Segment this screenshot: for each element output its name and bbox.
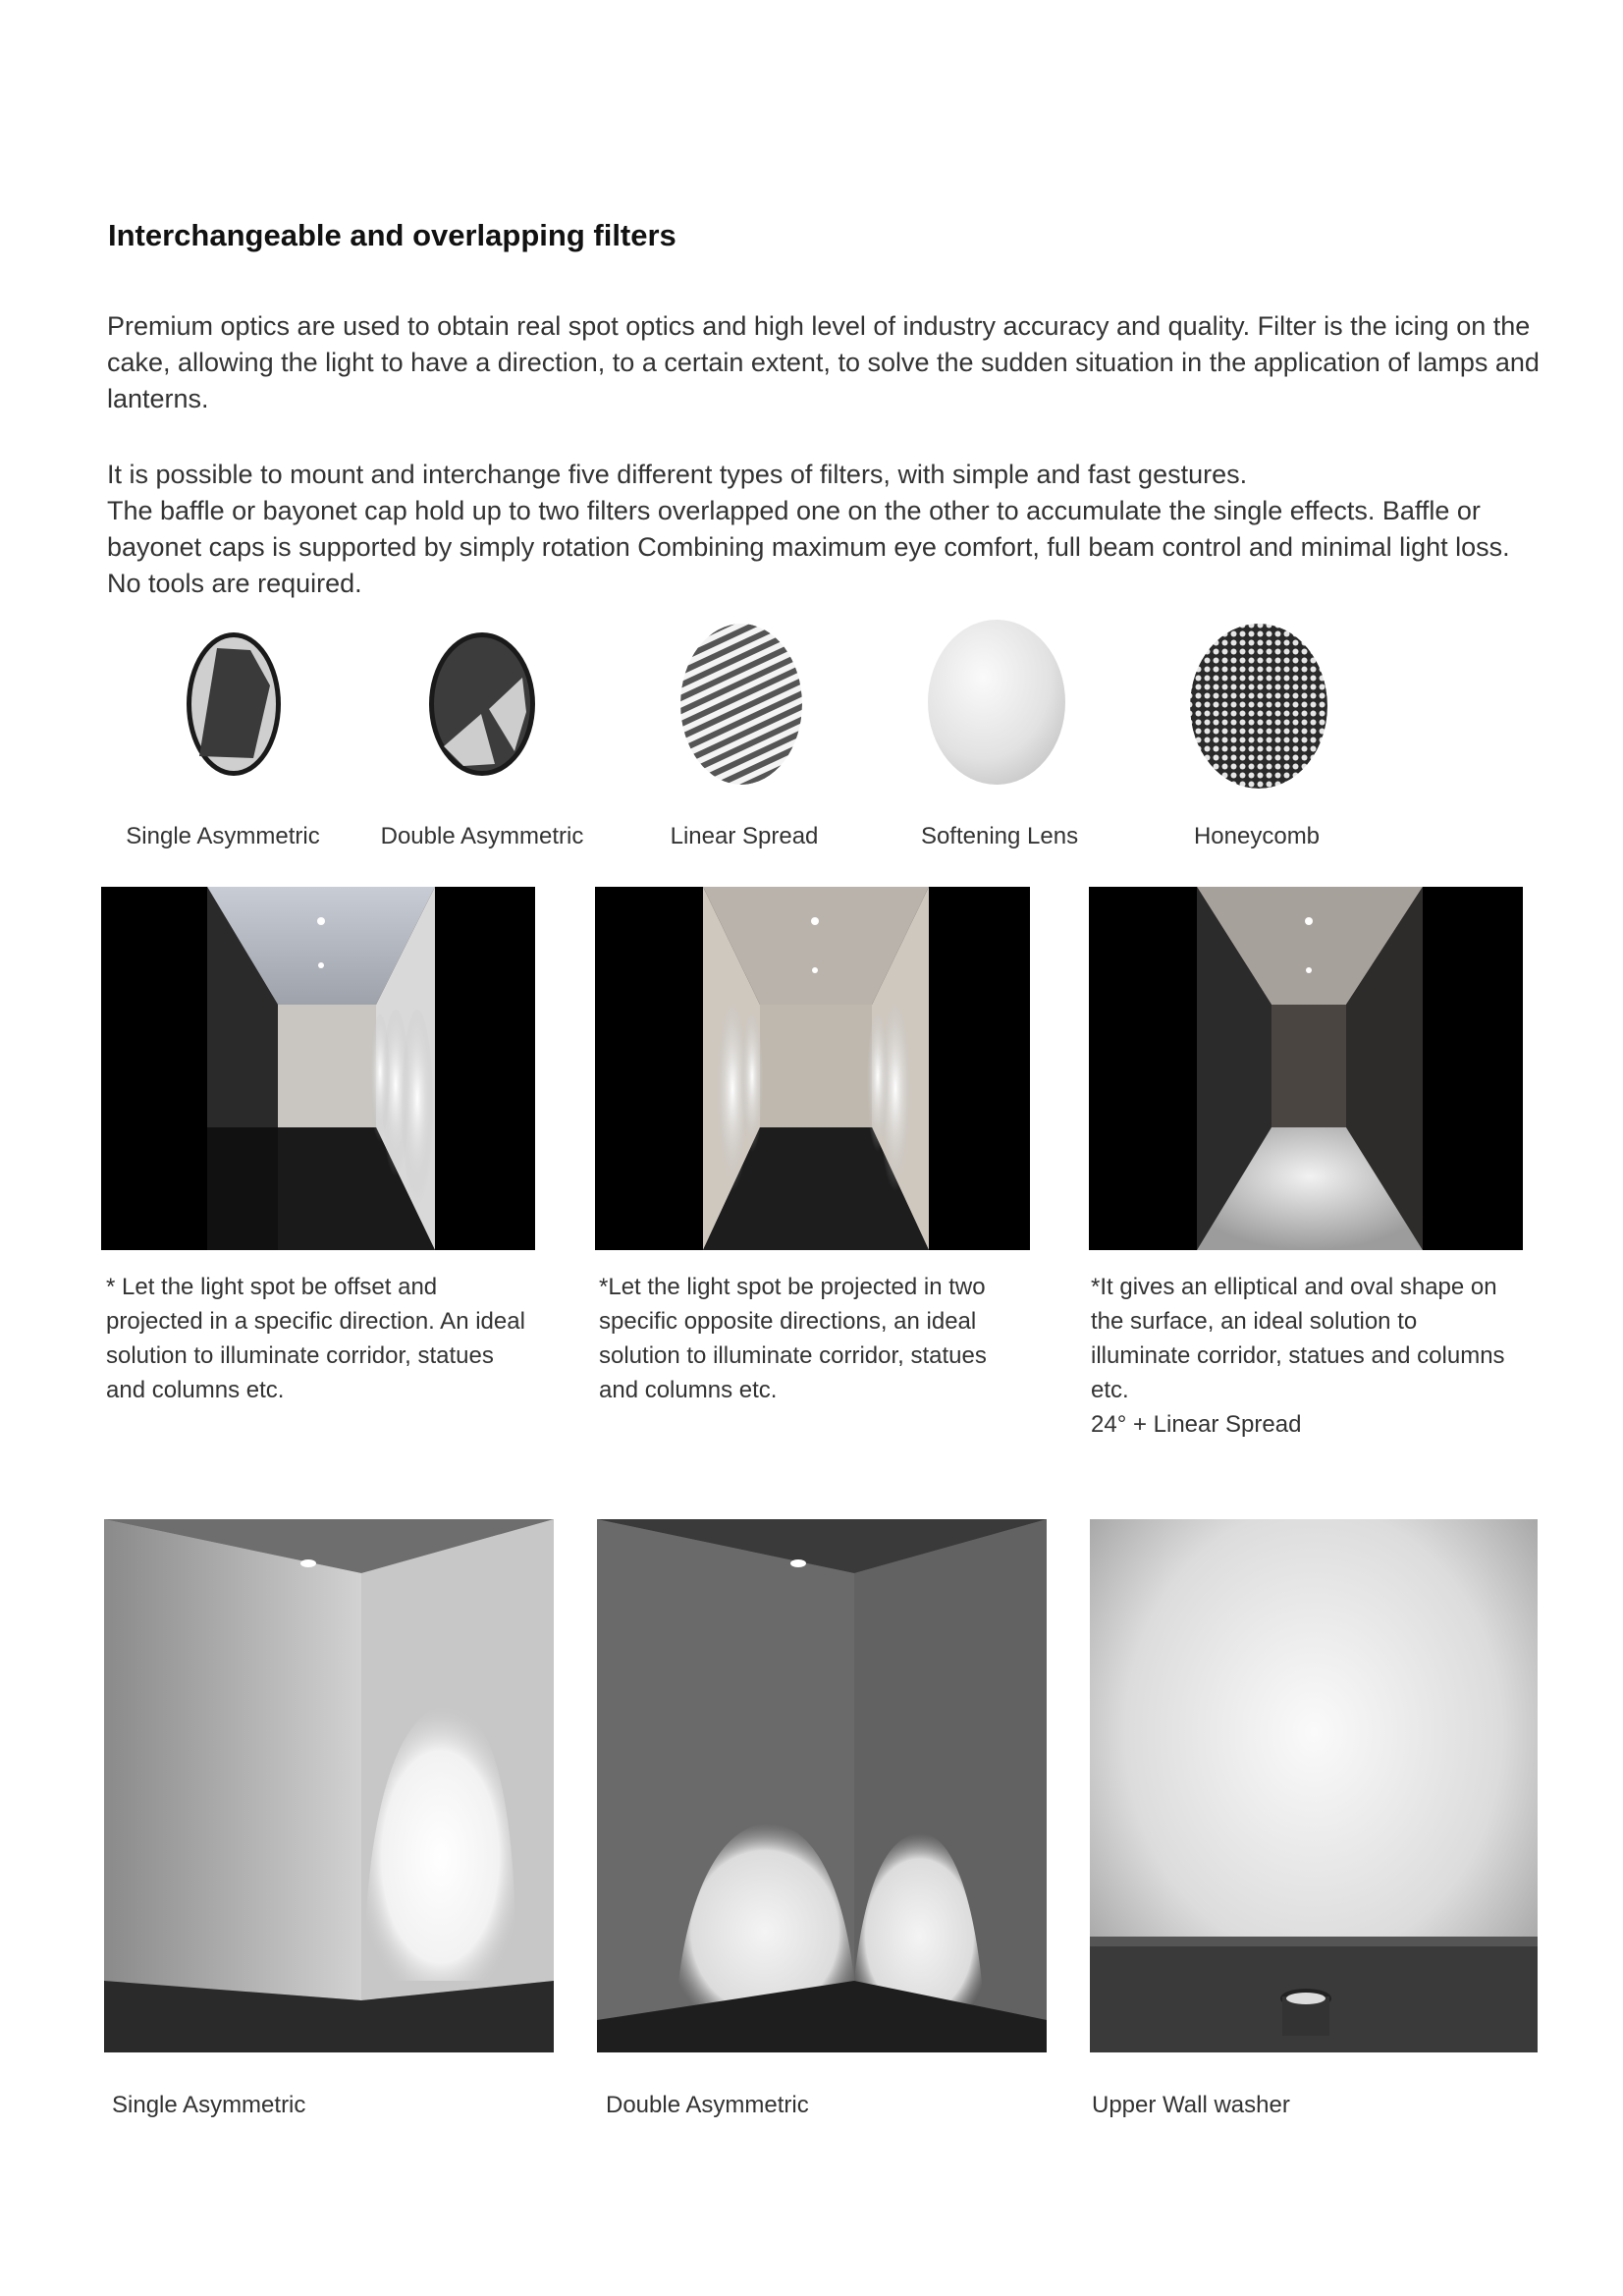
filter-label-double-asymmetric: Double Asymmetric [380,823,584,849]
photo-caption-single-asymmetric: Single Asymmetric [112,2092,306,2118]
corridor-render-double-asymmetric [595,887,1030,1250]
photo-caption-double-asymmetric: Double Asymmetric [606,2092,809,2118]
photo-double-asymmetric [597,1519,1047,2052]
caption-line: projected in a specific direction. An ideal [106,1308,525,1335]
scene-caption-double-asymmetric [599,1270,1046,1407]
caption-line: 24° + Linear Spread [1091,1411,1302,1438]
intro-paragraph-2 [107,457,1541,602]
caption-line: and columns etc. [106,1377,285,1403]
scene-caption-single-asymmetric [106,1270,553,1407]
intro-line-mount: It is possible to mount and interchange five different types of filters, with simple and fast gestures. [107,460,1248,489]
caption-line: * Let the light spot be offset and [106,1274,438,1300]
scene-caption-linear-spread [1091,1270,1538,1442]
honeycomb-filter-icon [1185,621,1332,793]
filter-label-linear-spread: Linear Spread [670,823,819,849]
caption-line: *It gives an elliptical and oval shape on [1091,1274,1497,1300]
linear-spread-filter-icon [673,621,810,788]
intro-paragraph-1: Premium optics are used to obtain real spot optics and high level of industry accuracy and quality. Filter is the icing on the cake, allowing the light to have a direction, to a certain extent, to solve the sudden situation in the application of lamps and lanterns. [107,311,1540,413]
caption-line: etc. [1091,1377,1129,1403]
photo-upper-wall-washer [1090,1519,1538,2052]
filter-label-softening-lens: Softening Lens [920,823,1079,849]
corridor-render-linear-spread [1089,887,1523,1250]
caption-line: the surface, an ideal solution to [1091,1308,1418,1335]
intro-line-baffle: The baffle or bayonet cap hold up to two filters overlapped one on the other to accumulate the single effects. Baffle or bayonet caps is supported by simply rotation Combining maximum eye comfort, full beam control and minimal light loss. No tools are required. [107,496,1510,598]
softening-lens-filter-icon [923,617,1070,789]
single-asymmetric-filter-icon [180,629,288,781]
caption-line: specific opposite directions, an ideal [599,1308,977,1335]
caption-line: and columns etc. [599,1377,778,1403]
photo-single-asymmetric [104,1519,554,2052]
caption-line: solution to illuminate corridor, statues [599,1342,987,1369]
corridor-render-single-asymmetric [101,887,535,1250]
caption-line: solution to illuminate corridor, statues [106,1342,494,1369]
photo-caption-upper-wall-washer: Upper Wall washer [1092,2092,1290,2118]
caption-line: *Let the light spot be projected in two [599,1274,986,1300]
filter-label-honeycomb: Honeycomb [1193,823,1321,849]
section-heading: Interchangeable and overlapping filters [108,218,676,252]
filter-label-single-asymmetric: Single Asymmetric [126,823,320,849]
caption-line: illuminate corridor, statues and columns [1091,1342,1505,1369]
double-asymmetric-filter-icon [424,629,540,781]
